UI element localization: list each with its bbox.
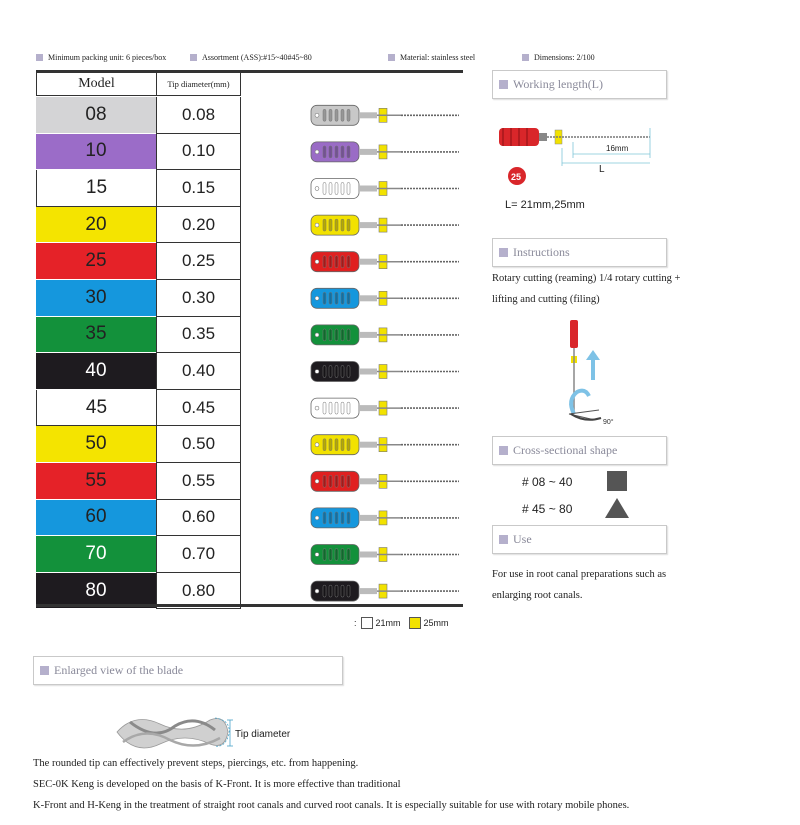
- bullet-square-icon: [388, 54, 395, 61]
- header-dimensions: Dimensions: 2/100: [522, 53, 595, 62]
- svg-text:25: 25: [511, 172, 522, 182]
- section-enlarged-blade: Enlarged view of the blade: [33, 656, 343, 685]
- square-section-icon: [607, 471, 627, 491]
- blade-paragraph-2: SEC-0K Keng is developed on the basis of K-Front. It is more effective than traditional: [33, 779, 401, 790]
- model-cell: 20: [36, 207, 156, 244]
- tip-diameter-cell: 0.15: [156, 170, 241, 207]
- length-legend: : 21mm 25mm: [354, 618, 449, 628]
- file-illustrations: [241, 70, 463, 607]
- tip-diameter-cell: 0.30: [156, 280, 241, 317]
- tip-diameter-cell: 0.20: [156, 207, 241, 244]
- column-header-model: Model: [36, 73, 156, 96]
- file-icon: [311, 179, 459, 199]
- bullet-square-icon: [499, 446, 508, 455]
- file-icon: [311, 288, 459, 308]
- cross-section-label-1: # 08 ~ 40: [522, 475, 573, 489]
- file-icon: [311, 142, 459, 162]
- svg-text:L: L: [599, 164, 605, 175]
- model-cell: 60: [36, 500, 156, 537]
- svg-text:L= 21mm,25mm: L= 21mm,25mm: [505, 199, 585, 211]
- file-icon: [311, 362, 459, 382]
- header-material: Material: stainless steel: [388, 53, 475, 62]
- tip-diameter-cell: 0.10: [156, 134, 241, 171]
- model-table: [36, 70, 463, 607]
- svg-text:16mm: 16mm: [606, 144, 629, 153]
- column-header-tip: Tip diameter (mm): [156, 73, 241, 96]
- model-cell: 08: [36, 97, 156, 134]
- use-text-1: For use in root canal preparations such as: [492, 569, 667, 580]
- rotation-diagram: [555, 318, 635, 433]
- file-handle-icon: [570, 320, 578, 348]
- section-instructions: Instructions: [492, 238, 667, 267]
- use-text-2: enlarging root canals.: [492, 590, 583, 601]
- tip-diameter-cell: 0.35: [156, 317, 241, 354]
- tip-diameter-cell: 0.80: [156, 573, 241, 610]
- blade-closeup: [115, 712, 300, 757]
- instructions-text-1: Rotary cutting (reaming) 1/4 rotary cutting +: [492, 273, 681, 284]
- model-cell: 70: [36, 536, 156, 573]
- bullet-square-icon: [499, 248, 508, 257]
- blade-paragraph-3: K-Front and H-Keng in the treatment of straight root canals and curved root canals. It is especially suitable for use with rotary mobile phones.: [33, 800, 630, 811]
- stopper-21mm-icon: [361, 617, 373, 629]
- header-assortment: Assortment (ASS):#15~40#45~80: [190, 53, 312, 62]
- bullet-square-icon: [36, 54, 43, 61]
- lift-arrow-icon: [586, 350, 600, 380]
- file-icon: [311, 508, 459, 528]
- working-length-diagram: [495, 118, 660, 218]
- section-use: Use: [492, 525, 667, 554]
- file-icon: [311, 471, 459, 491]
- file-icon: [311, 215, 459, 235]
- tip-diameter-cell: 0.60: [156, 500, 241, 537]
- model-cell: 15: [36, 170, 156, 207]
- tip-diameter-cell: 0.45: [156, 390, 241, 427]
- table-bottom-border: [36, 604, 463, 607]
- header-min-packing: Minimum packing unit: 6 pieces/box: [36, 53, 166, 62]
- model-cell: 30: [36, 280, 156, 317]
- svg-text:90°: 90°: [603, 419, 614, 426]
- instructions-text-2: lifting and cutting (filing): [492, 294, 600, 305]
- file-icon: [311, 398, 459, 418]
- tip-diameter-cell: 0.50: [156, 426, 241, 463]
- model-cell: 25: [36, 243, 156, 280]
- svg-text:Tip diameter: Tip diameter: [235, 729, 291, 740]
- blade-paragraph-1: The rounded tip can effectively prevent steps, piercings, etc. from happening.: [33, 758, 359, 769]
- model-cell: 40: [36, 353, 156, 390]
- bullet-square-icon: [40, 666, 49, 675]
- model-cell: 55: [36, 463, 156, 500]
- bullet-square-icon: [499, 80, 508, 89]
- model-cell: 10: [36, 134, 156, 171]
- file-icon: [311, 325, 459, 345]
- file-icon: [311, 105, 459, 125]
- tip-diameter-cell: 0.40: [156, 353, 241, 390]
- bullet-square-icon: [190, 54, 197, 61]
- tip-diameter-cell: 0.70: [156, 536, 241, 573]
- model-cell: 80: [36, 573, 156, 610]
- bullet-square-icon: [522, 54, 529, 61]
- section-working-length: Working length(L): [492, 70, 667, 99]
- triangle-section-icon: [604, 496, 630, 520]
- section-cross-sectional: Cross-sectional shape: [492, 436, 667, 465]
- file-icon: [311, 545, 459, 565]
- file-icon: [311, 252, 459, 272]
- model-cell: 50: [36, 426, 156, 463]
- tip-diameter-cell: 0.55: [156, 463, 241, 500]
- model-cell: 35: [36, 317, 156, 354]
- tip-diameter-cell: 0.25: [156, 243, 241, 280]
- stopper-25mm-icon: [409, 617, 421, 629]
- file-icon: [311, 581, 459, 601]
- tip-diameter-cell: 0.08: [156, 97, 241, 134]
- file-icon: [311, 435, 459, 455]
- bullet-square-icon: [499, 535, 508, 544]
- cross-section-label-2: # 45 ~ 80: [522, 502, 573, 516]
- model-cell: 45: [36, 390, 156, 427]
